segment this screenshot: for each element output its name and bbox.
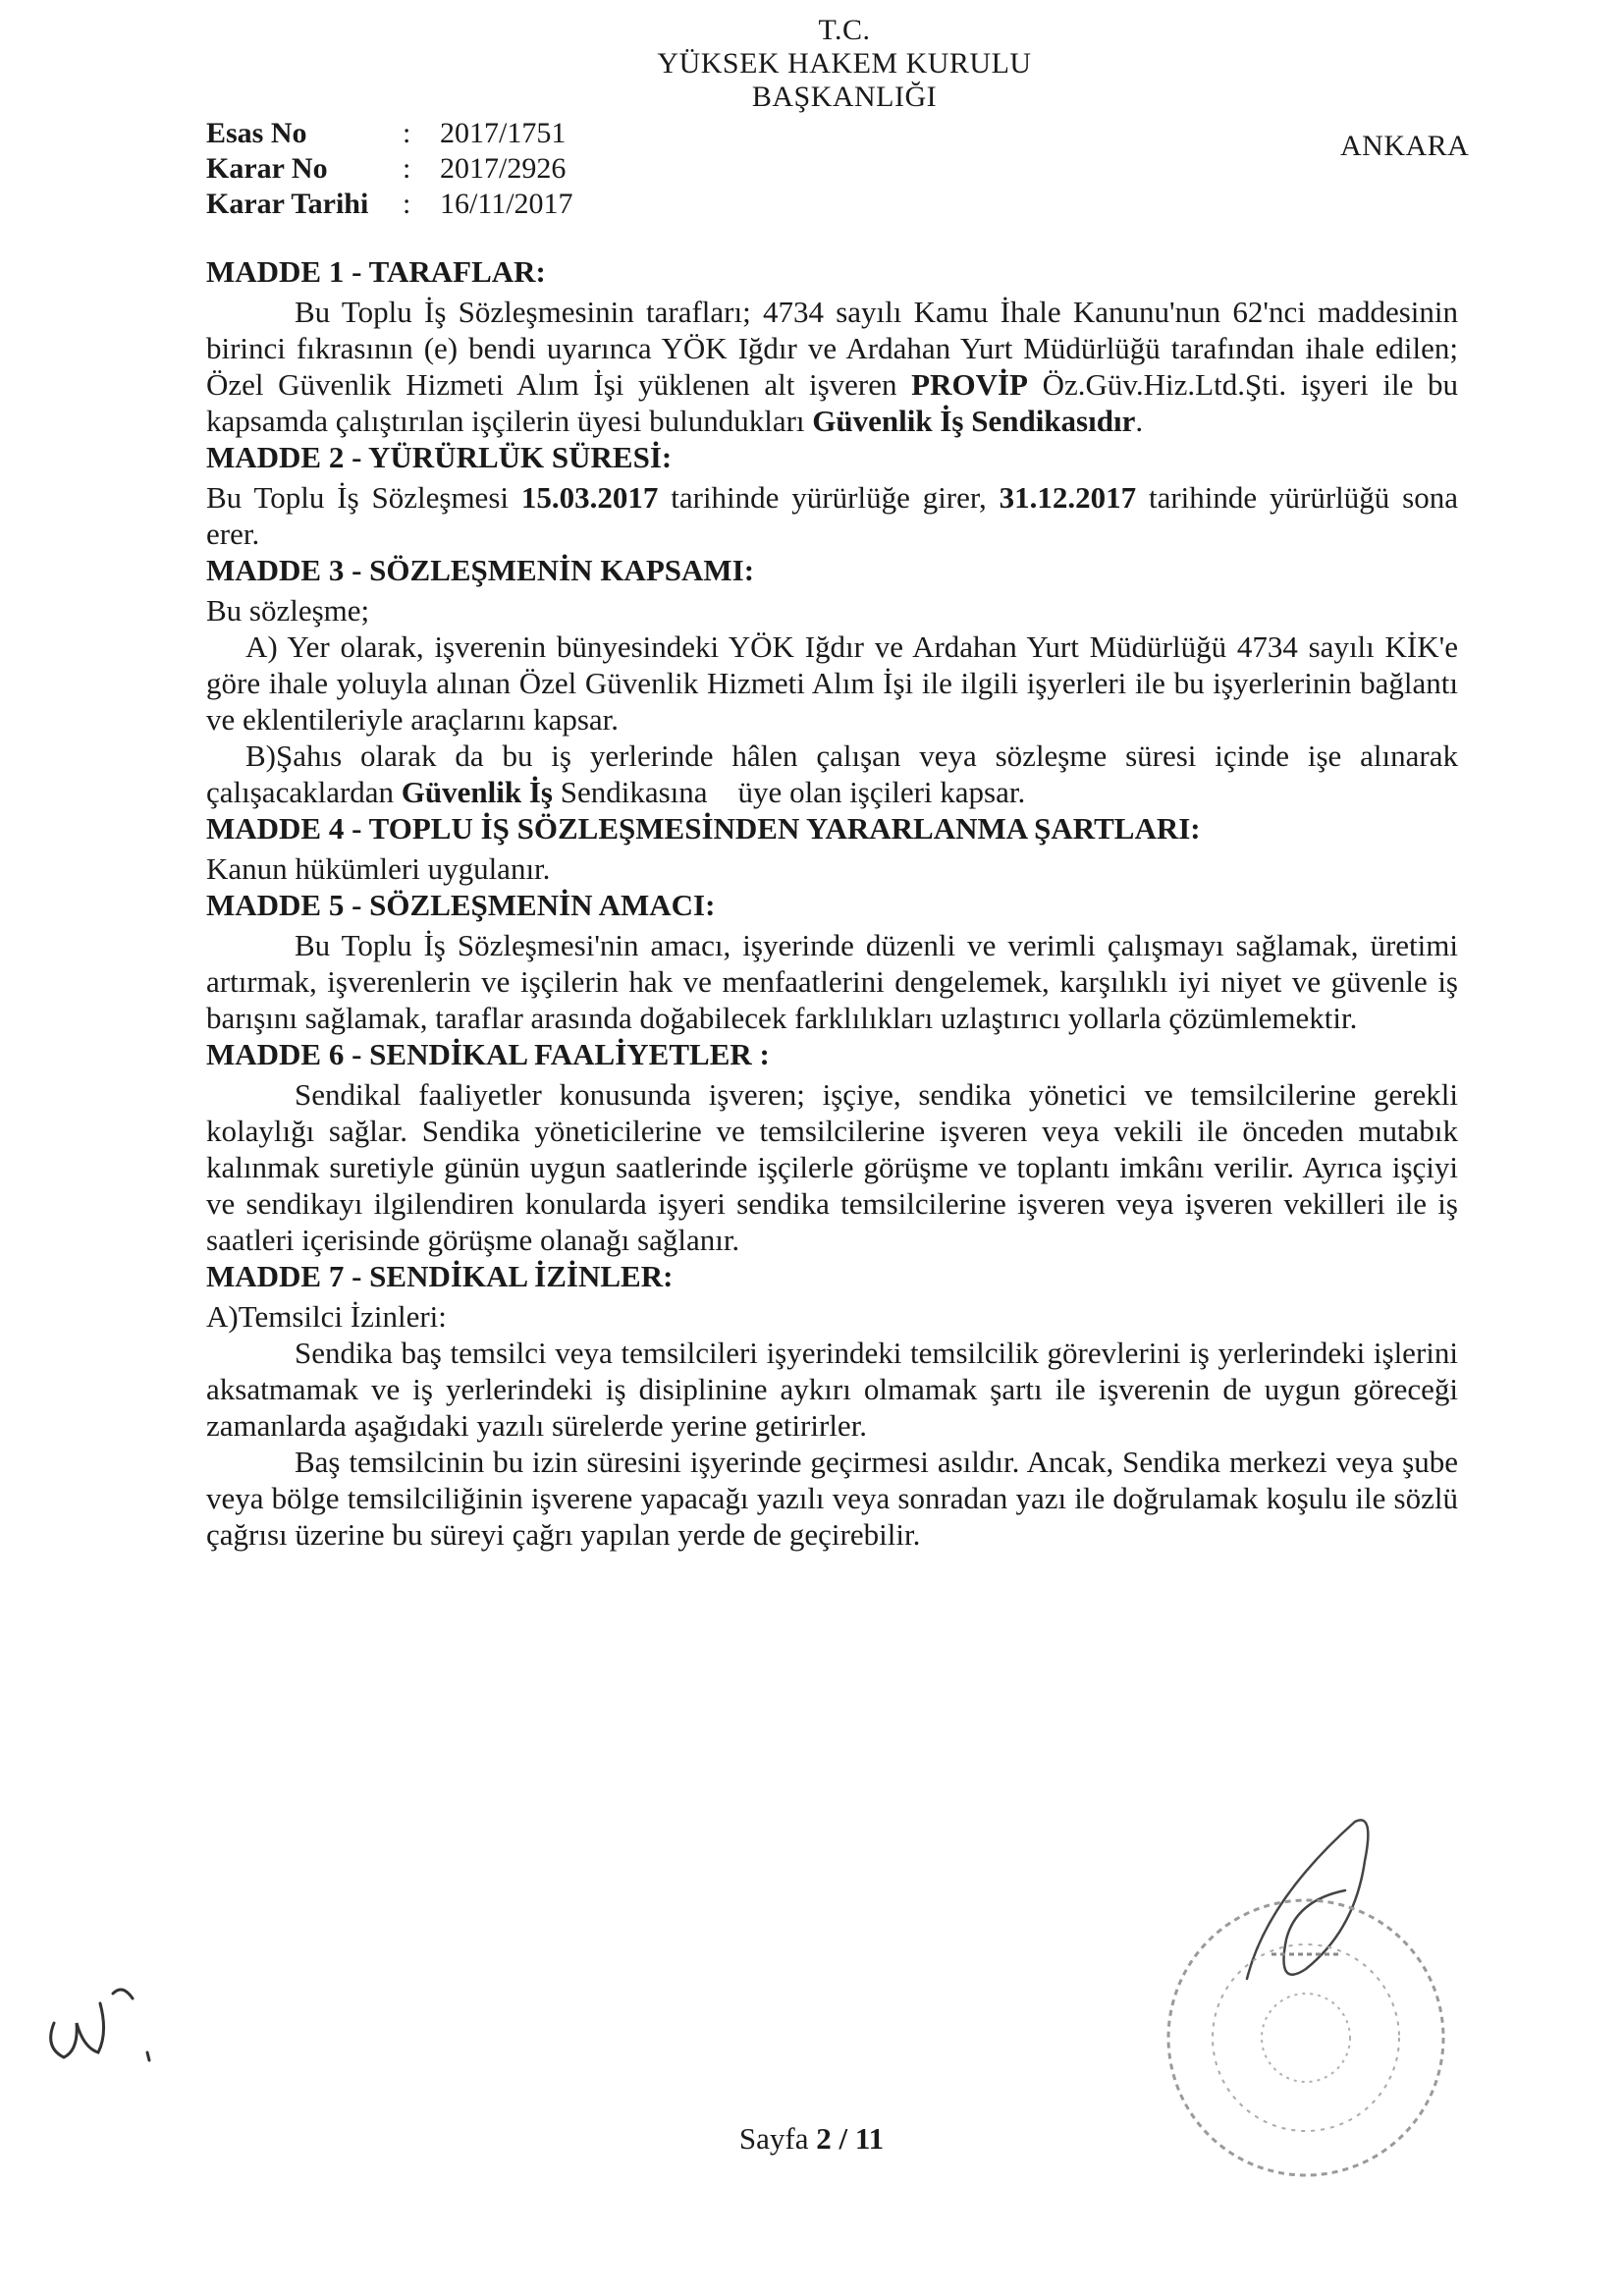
section-madde-4 <box>206 810 1458 887</box>
section-subtitle: A)Temsilci İzinleri: <box>206 1299 447 1334</box>
section-title: MADDE 7 - SENDİKAL İZİNLER: <box>206 1259 674 1293</box>
section-paragraph: Bu sözleşme; <box>206 593 370 628</box>
header-tc: T.C. <box>818 14 871 46</box>
text-run-bold: 31.12.2017 <box>999 480 1137 515</box>
section-title: MADDE 2 - YÜRÜRLÜK SÜRESİ: <box>206 440 673 474</box>
section-paragraph <box>206 294 1458 439</box>
meta-value: 2017/1751 <box>440 117 567 149</box>
section-paragraph: Kanun hükümleri uygulanır. <box>206 851 551 886</box>
section-paragraph <box>206 479 1458 552</box>
section-paragraph: Sendika baş temsilci veya temsilcileri işyerindeki temsilcilik görevlerini iş yerlerindeki işlerini aksatmamak ve iş yerlerindeki iş disiplinine aykırı olmamak şartı ile işverenin de uygun göreceği zamanlarda aşağıdaki yazılı sürelerde yerine getirirler. <box>206 1336 1458 1443</box>
meta-key: Karar Tarihi <box>206 188 369 220</box>
footer-label: Sayfa <box>738 2121 817 2156</box>
section-paragraph <box>206 738 1458 810</box>
meta-row <box>206 151 607 187</box>
header-office: BAŞKANLIĞI <box>751 81 938 113</box>
section-madde-5 <box>206 887 1458 1036</box>
meta-key: Esas No <box>206 117 307 149</box>
institution-header <box>550 14 1139 114</box>
meta-value: 2017/2926 <box>440 152 567 185</box>
section-madde-3 <box>206 552 1458 810</box>
meta-key: Karar No <box>206 152 328 185</box>
section-title: MADDE 1 - TARAFLAR: <box>206 254 546 289</box>
meta-sep: : <box>403 188 411 220</box>
page-footer <box>0 2121 1623 2157</box>
section-madde-7 <box>206 1258 1458 1553</box>
meta-sep: : <box>403 152 411 185</box>
text-run-bold: Güvenlik İş <box>401 775 553 809</box>
text-run: Bu Toplu İş Sözleşmesi <box>206 480 521 515</box>
text-run: Sendikasına üye olan işçileri kapsar. <box>553 775 1026 809</box>
header-institution: YÜKSEK HAKEM KURULU <box>657 47 1032 80</box>
text-run: Bu Toplu İş Sözleşmesinin tarafları; 4734 sayılı Kamu İhale Kanunu'nun 62'nci maddesinin birinci fıkrasının (e) bendi uyarınca YÖK Iğdır ve Ardahan Yurt Müdürlüğü tarafından ihale edilen; Özel Güvenlik Hizmeti Alım İşi yüklenen alt işveren <box>206 295 1458 402</box>
meta-value: 16/11/2017 <box>440 188 573 220</box>
text-run-bold: Güvenlik İş Sendikasıdır <box>812 404 1136 438</box>
section-title: MADDE 6 - SENDİKAL FAALİYETLER : <box>206 1037 770 1071</box>
section-paragraph: A) Yer olarak, işverenin bünyesindeki YÖK Iğdır ve Ardahan Yurt Müdürlüğü 4734 sayılı KİK'e göre ihale yoluyla alınan Özel Güvenlik Hizmeti Alım İşi ile ilgili işyerleri ile bu işyerlerinin bağlantı ve eklentileriyle araçlarını kapsar. <box>206 629 1458 737</box>
document-body <box>206 253 1458 1553</box>
section-paragraph: Baş temsilcinin bu izin süresini işyerinde geçirmesi asıldır. Ancak, Sendika merkezi veya şube veya bölge temsilciliğinin işverene yapacağı yazılı veya sonradan yazı ile doğrulamak koşulu ile sözlü çağrısı üzerine bu süreyi çağrı yapılan yerde de geçirebilir. <box>206 1445 1458 1552</box>
header-city: ANKARA <box>1340 130 1470 162</box>
text-run: tarihinde yürürlüğü sona erer. <box>206 480 1458 551</box>
section-title: MADDE 5 - SÖZLEŞMENİN AMACI: <box>206 888 716 922</box>
meta-row <box>206 187 607 222</box>
section-paragraph: Sendikal faaliyetler konusunda işveren; işçiye, sendika yönetici ve temsilcilerine gerekli kolaylığı sağlar. Sendika yöneticilerine ve temsilcilerine işveren veya vekili ile önceden mutabık kalınmak suretiyle günün uygun saatlerinde işçilerle görüşme ve toplantı imkânı verilir. Ayrıca işçiyi ve sendikayı ilgilendiren konularda işyeri sendika temsilcilerine işveren veya işveren vekilleri ile iş saatleri içerisinde görüşme olanağı sağlanır. <box>206 1077 1458 1257</box>
text-run-bold: PROVİP <box>911 367 1028 402</box>
text-run: B)Şahıs olarak da bu iş yerlerinde hâlen çalışan veya sözleşme süresi içinde işe alınarak çalışacaklardan <box>206 738 1458 809</box>
text-run: tarihinde yürürlüğe girer, <box>658 480 1000 515</box>
section-madde-6 <box>206 1036 1458 1258</box>
page-number: 2 / 11 <box>816 2121 885 2156</box>
section-madde-1 <box>206 253 1458 439</box>
text-run-bold: 15.03.2017 <box>520 480 659 515</box>
meta-sep: : <box>403 117 411 149</box>
handwritten-initials <box>39 1954 196 2072</box>
text-run: . <box>1135 404 1144 438</box>
section-paragraph: Bu Toplu İş Sözleşmesi'nin amacı, işyerinde düzenli ve verimli çalışmayı sağlamak, üretimi artırmak, işverenlerin ve işçilerin hak ve menfaatlerini dengelemek, karşılıklı iyi niyet ve güvenle iş barışını sağlamak, taraflar arasında doğabilecek farklılıkları uzlaştırıcı yollarla çözümlemektir. <box>206 928 1458 1035</box>
meta-row <box>206 116 607 151</box>
section-madde-2 <box>206 439 1458 552</box>
section-title: MADDE 4 - TOPLU İŞ SÖZLEŞMESİNDEN YARARLANMA ŞARTLARI: <box>206 811 1201 846</box>
case-meta <box>206 116 607 222</box>
text-run: Öz.Güv.Hiz.Ltd.Şti. işyeri ile bu kapsamda çalıştırılan işçilerin üyesi bulundukları <box>206 367 1458 438</box>
section-title: MADDE 3 - SÖZLEŞMENİN KAPSAMI: <box>206 553 755 587</box>
